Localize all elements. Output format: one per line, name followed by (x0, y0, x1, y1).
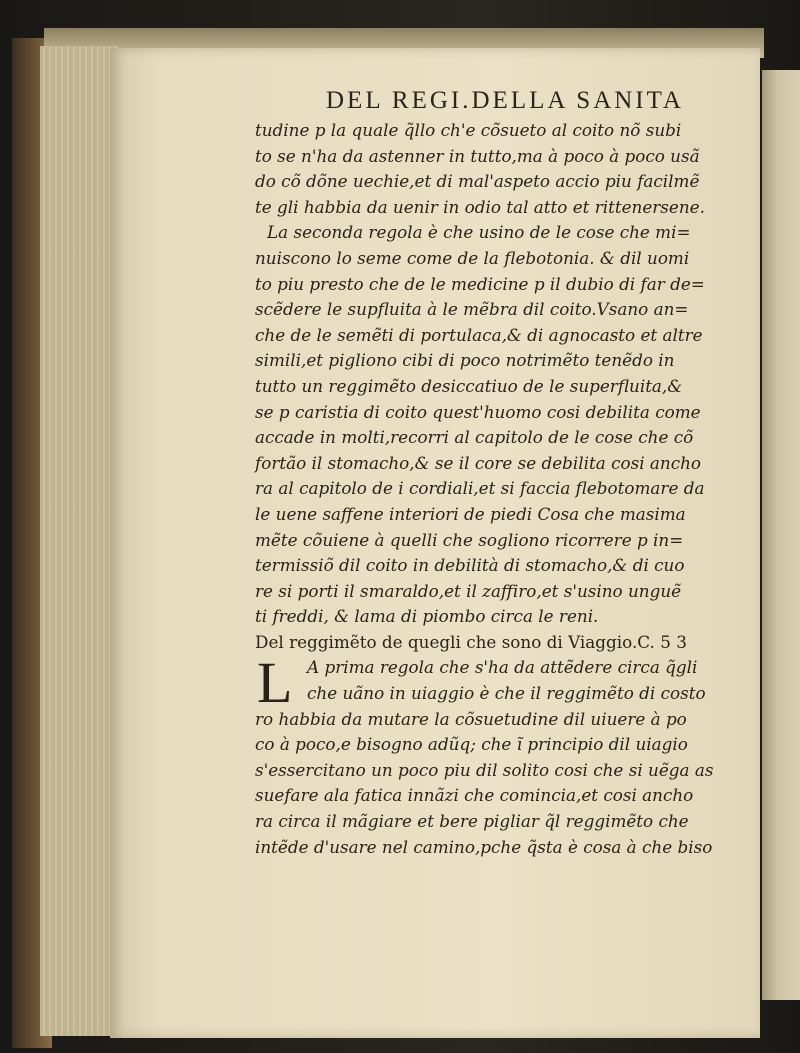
text-line: scẽdere le supfluita à le mẽbra dil coito.Vsano an= (255, 299, 689, 320)
text-line: le uene saffene interiori de piedi Cosa che masima (255, 503, 686, 524)
text-line: tudine p la quale q̃llo ch'e cõsueto al coito nõ subi (255, 120, 682, 140)
text-line: ti freddi, & lama di piombo circa le reni. (255, 606, 599, 627)
drop-cap-letter: L (257, 650, 293, 716)
text-line: suefare ala fatica innãzi che comincia,et cosi ancho (255, 785, 694, 806)
text-line: te gli habbia da uenir in odio tal atto et rittenersene. (255, 196, 705, 217)
text-line: che uãno in uiaggio è che il reggimẽto di costo (307, 683, 706, 704)
text-line: s'essercitano un poco piu dil solito cosi che si uẽga as (255, 759, 714, 780)
chapter-paragraph (255, 650, 715, 860)
text-line: accade in molti,recorri al capitolo de le cose che cõ (255, 427, 694, 448)
text-line: fortão il stomacho,& se il core se debilita cosi ancho (255, 452, 702, 473)
text-line: nuiscono lo seme come de la flebotonia. & dil uomi (255, 247, 690, 268)
text-line: ra al capitolo de i cordiali,et si faccia flebotomare da (255, 478, 705, 499)
text-line: ra circa il mãgiare et bere pigliar q̃l reggimẽto che (255, 811, 689, 832)
text-line: tutto un reggimẽto desiccatiuo de le superfluita,& (255, 375, 683, 396)
text-line: do cõ dõne uechie,et di mal'aspeto accio piu facilmẽ (255, 171, 700, 192)
text-line: co à poco,e bisogno adũq; che ĩ principio dil uiagio (255, 734, 688, 755)
running-header: DEL REGI.DELLA SANITA (326, 87, 684, 114)
text-line: A prima regola che s'ha da attẽdere circa q̃gli (307, 657, 698, 678)
text-line: mẽte cõuiene à quelli che sogliono ricorrere p in= (255, 529, 684, 550)
text-line: ro habbia da mutare la cõsuetudine dil uiuere à po (255, 708, 687, 729)
text-line: se p caristia di coito quest'huomo cosi debilita come (255, 401, 701, 422)
facing-page-edge (762, 70, 800, 1000)
page-stack-edges (40, 46, 118, 1036)
text-line: La seconda regola è che usino de le cose che mi= (267, 222, 691, 243)
text-line: re si porti il smaraldo,et il zaffiro,et s'usino unguẽ (255, 580, 682, 601)
text-line: intẽde d'usare nel camino,pche q̃sta è cosa à che biso (255, 836, 713, 857)
page-body-text (255, 118, 715, 860)
text-line: termissiõ dil coito in debilità di stomacho,& di cuo (255, 555, 685, 576)
text-line: to se n'ha da astenner in tutto,ma à poco à poco usã (255, 145, 700, 166)
chapter-heading: Del reggimẽto de quegli che sono di Viaggio.C. 5 3 (255, 631, 687, 652)
text-line: to piu presto che de le medicine p il dubio di far de= (255, 273, 705, 294)
text-line: che de le semẽti di portulaca,& di agnocasto et altre (255, 324, 703, 345)
text-line: simili,et pigliono cibi di poco notrimẽto tenẽdo in (255, 350, 675, 371)
